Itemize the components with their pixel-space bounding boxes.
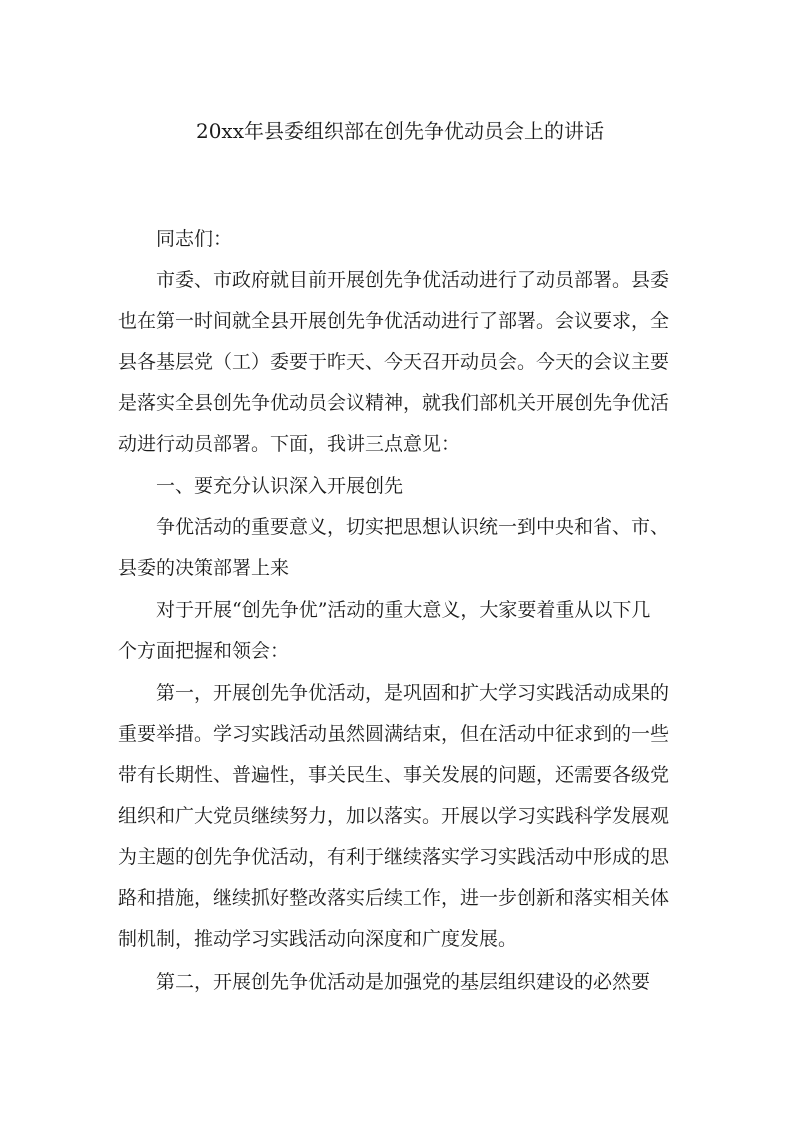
body-line: 市委、市政府就目前开展创先争优活动进行了动员部署。县委 — [156, 269, 670, 291]
body-line: 第二，开展创先争优活动是加强党的基层组织建设的必然要 — [156, 971, 651, 993]
document-title: 20xx年县委组织部在创先争优动员会上的讲话 — [195, 119, 604, 143]
body-line: 也在第一时间就全县开展创先争优活动进行了部署。会议要求，全 — [118, 310, 670, 332]
salutation: 同志们： — [156, 228, 233, 250]
section-heading-line: 一、要充分认识深入开展创先 — [156, 475, 404, 497]
body-line: 动进行动员部署。下面，我讲三点意见： — [118, 433, 461, 455]
body-line: 第一，开展创先争优活动，是巩固和扩大学习实践活动成果的 — [156, 682, 670, 704]
body-line: 是落实全县创先争优动员会议精神，就我们部机关开展创先争优活 — [118, 392, 670, 414]
body-line: 制机制，推动学习实践活动向深度和广度发展。 — [118, 928, 518, 950]
body-line: 重要举措。学习实践活动虽然圆满结束，但在活动中征求到的一些 — [118, 723, 670, 745]
body-line: 县各基层党（工）委要于昨天、今天召开动员会。今天的会议主要 — [118, 351, 670, 373]
body-line: 组织和广大党员继续努力，加以落实。开展以学习实践科学发展观 — [118, 805, 670, 827]
body-line: 路和措施，继续抓好整改落实后续工作，进一步创新和落实相关体 — [118, 887, 670, 909]
body-line: 个方面把握和领会： — [118, 640, 290, 662]
body-line: 对于开展“创先争优”活动的重大意义，大家要着重从以下几 — [156, 599, 651, 621]
body-line: 带有长期性、普遍性，事关民生、事关发展的问题，还需要各级党 — [118, 764, 670, 786]
section-heading-line: 县委的决策部署上来 — [118, 557, 290, 579]
body-line: 为主题的创先争优活动，有利于继续落实学习实践活动中形成的思 — [118, 846, 670, 868]
section-heading-line: 争优活动的重要意义，切实把思想认识统一到中央和省、市、 — [156, 516, 670, 538]
